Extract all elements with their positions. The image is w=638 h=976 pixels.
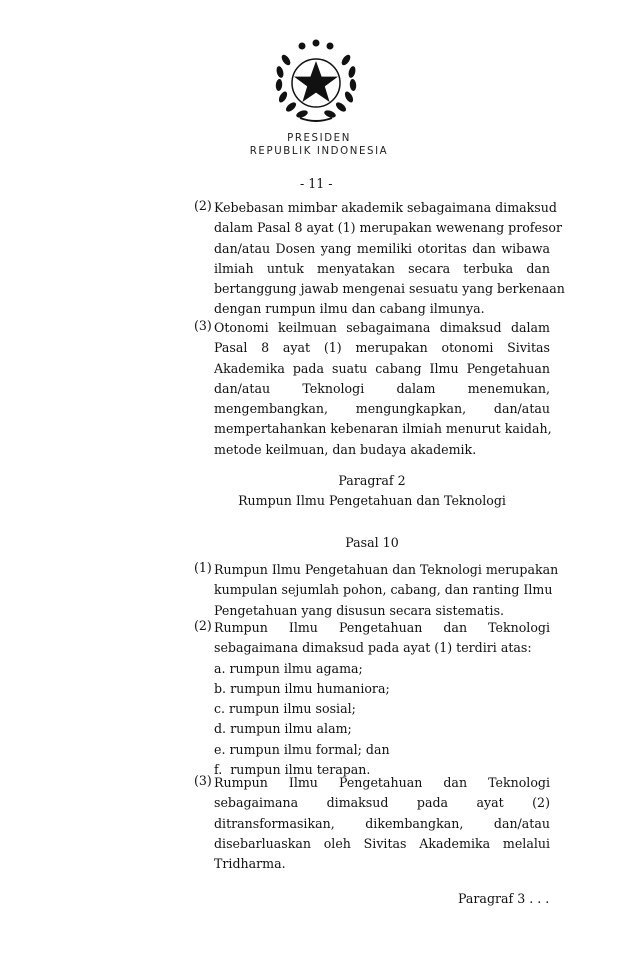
clause-text	[214, 198, 565, 320]
header-title-republik: REPUBLIK INDONESIA	[249, 146, 389, 157]
clause-number: (2)	[194, 618, 212, 633]
text-line: bertanggung jawab mengenai sesuatu yang berkenaan	[214, 281, 565, 297]
text-line: dengan rumpun ilmu dan cabang ilmunya.	[214, 301, 485, 317]
text-line: Rumpun Ilmu Pengetahuan dan Teknologi	[214, 620, 550, 635]
text-line: Akademika pada suatu cabang Ilmu Pengetahuan	[214, 360, 550, 376]
text-line: Pasal 8 ayat (1) merupakan otonomi Sivitas	[214, 340, 550, 356]
header-title-presiden: PRESIDEN	[287, 133, 351, 144]
footer-next-page: Paragraf 3 . . .	[458, 891, 550, 906]
clause-text	[214, 773, 550, 874]
text-line: Tridharma.	[214, 856, 286, 872]
article-heading: Pasal 10	[345, 535, 399, 550]
text-line: kumpulan sejumlah pohon, cabang, dan ranting Ilmu	[214, 582, 553, 598]
clause-number: (2)	[194, 198, 212, 213]
text-line: disebarluaskan oleh Sivitas Akademika melalui	[214, 835, 550, 851]
text-line: ditransformasikan, dikembangkan, dan/atau	[214, 815, 550, 831]
text-line: Rumpun Ilmu Pengetahuan dan Teknologi merupakan	[214, 562, 559, 577]
text-line: dalam Pasal 8 ayat (1) merupakan wewenang profesor	[214, 220, 562, 236]
list-item: a. rumpun ilmu agama;	[214, 660, 363, 676]
text-line: Rumpun Ilmu Pengetahuan dan Teknologi	[214, 775, 550, 790]
paragraph-heading: Paragraf 2	[338, 473, 406, 488]
clause-number: (3)	[194, 773, 212, 788]
clause-text	[214, 618, 550, 780]
clause-number: (3)	[194, 318, 212, 333]
clause-number: (1)	[194, 560, 212, 575]
text-line: Kebebasan mimbar akademik sebagaimana dimaksud	[214, 200, 557, 215]
list-item: d. rumpun ilmu alam;	[214, 721, 352, 737]
text-line: dan/atau Teknologi dalam menemukan,	[214, 380, 550, 396]
list-item: b. rumpun ilmu humaniora;	[214, 680, 390, 696]
text-line: Pengetahuan yang disusun secara sistematis.	[214, 602, 505, 618]
text-line: mengembangkan, mengungkapkan, dan/atau	[214, 401, 550, 417]
list-item: c. rumpun ilmu sosial;	[214, 701, 356, 717]
clause-text	[214, 560, 559, 621]
list-item: e. rumpun ilmu formal; dan	[214, 741, 390, 757]
text-line: Otonomi keilmuan sebagaimana dimaksud dalam	[214, 320, 550, 335]
text-line: mempertahankan kebenaran ilmiah menurut kaidah,	[214, 421, 552, 437]
text-line: ilmiah untuk menyatakan secara terbuka dan	[214, 260, 550, 276]
page-number: - 11 -	[300, 176, 333, 191]
text-line: dan/atau Dosen yang memiliki otoritas dan wibawa	[214, 240, 550, 256]
paragraph-title: Rumpun Ilmu Pengetahuan dan Teknologi	[238, 493, 506, 508]
list-item: f. rumpun ilmu terapan.	[214, 762, 371, 778]
clause-text	[214, 318, 550, 460]
text-line: sebagaimana dimaksud pada ayat (2)	[214, 795, 550, 811]
garuda-star-emblem-icon	[272, 38, 360, 124]
text-line: sebagaimana dimaksud pada ayat (1) terdiri atas:	[214, 640, 532, 656]
text-line: metode keilmuan, dan budaya akademik.	[214, 441, 477, 457]
